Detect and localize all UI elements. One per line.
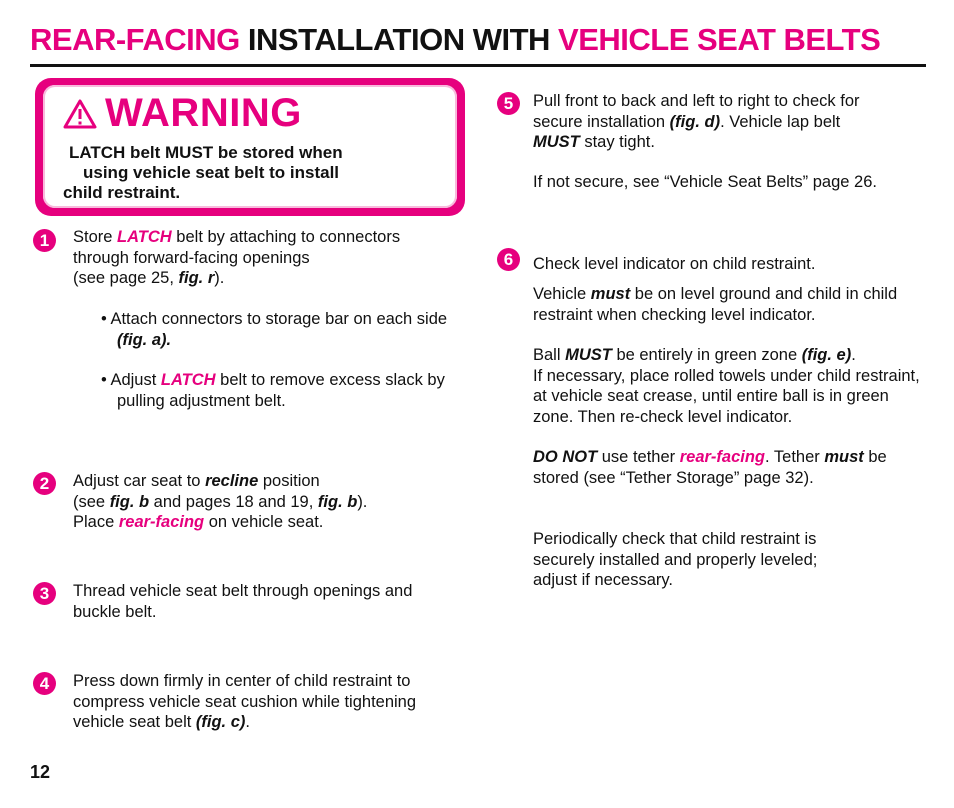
step-1-badge: 1 xyxy=(33,229,56,252)
page-number: 12 xyxy=(30,762,51,782)
warning-triangle-icon xyxy=(63,99,97,129)
step-5-note: If not secure, see “Vehicle Seat Belts” page 26. xyxy=(533,173,877,191)
step-3-text: Thread vehicle seat belt through openings and buckle belt. xyxy=(73,582,413,621)
step-6-tether-note: DO NOT use tether rear-facing. Tether must be stored (see “Tether Storage” page 32). xyxy=(533,448,887,487)
step-6-ball-green-zone: Ball MUST be entirely in green zone (fig. e). If necessary, place rolled towels under child restraint, at vehicle seat crease, until entire ball is in green zone. Then re-check level indicator. xyxy=(533,346,920,426)
step-6-check: Check level indicator on child restraint. xyxy=(533,255,816,273)
warning-box-inner xyxy=(43,85,457,208)
step-4-badge: 4 xyxy=(33,672,56,695)
step-1-bullet-2: • Adjust LATCH belt to remove excess slack by pulling adjustment belt. xyxy=(101,371,445,410)
step-5-text: Pull front to back and left to right to check for secure installation (fig. d). Vehicle lap belt MUST stay tight. xyxy=(533,92,860,151)
warning-text xyxy=(61,143,441,203)
step-2-badge: 2 xyxy=(33,472,56,495)
step-6-badge: 6 xyxy=(497,248,520,271)
page-title xyxy=(30,22,880,58)
title-installation-with: INSTALLATION WITH xyxy=(239,22,559,57)
warning-line-2: using vehicle seat belt to install xyxy=(83,163,340,182)
step-6-vehicle-level: Vehicle must be on level ground and child in child restraint when checking level indicator. xyxy=(533,285,898,324)
warning-line-1: LATCH belt MUST be stored when xyxy=(69,143,343,162)
warning-heading: WARNING xyxy=(105,91,302,135)
title-rear-facing: REAR-FACING xyxy=(30,22,240,57)
warning-header xyxy=(63,91,302,136)
warning-line-3: child restraint. xyxy=(63,183,181,202)
step-5-badge: 5 xyxy=(497,92,520,115)
warning-box xyxy=(35,78,465,216)
step-3-badge: 3 xyxy=(33,582,56,605)
step-1-text: Store LATCH belt by attaching to connectors through forward-facing openings (see page 25, fig. r). xyxy=(73,228,401,287)
title-rule xyxy=(30,64,926,67)
step-4-text: Press down firmly in center of child restraint to compress vehicle seat cushion while tightening vehicle seat belt (fig. c). xyxy=(73,672,417,731)
step-6-periodic-check: Periodically check that child restraint is securely installed and properly leveled; adjust if necessary. xyxy=(533,530,818,589)
step-2-text: Adjust car seat to recline position (see fig. b and pages 18 and 19, fig. b). Place rear-facing on vehicle seat. xyxy=(73,472,368,531)
step-1-bullet-1: • Attach connectors to storage bar on each side (fig. a). xyxy=(101,310,448,349)
title-vehicle-seat-belts: VEHICLE SEAT BELTS xyxy=(558,22,881,57)
